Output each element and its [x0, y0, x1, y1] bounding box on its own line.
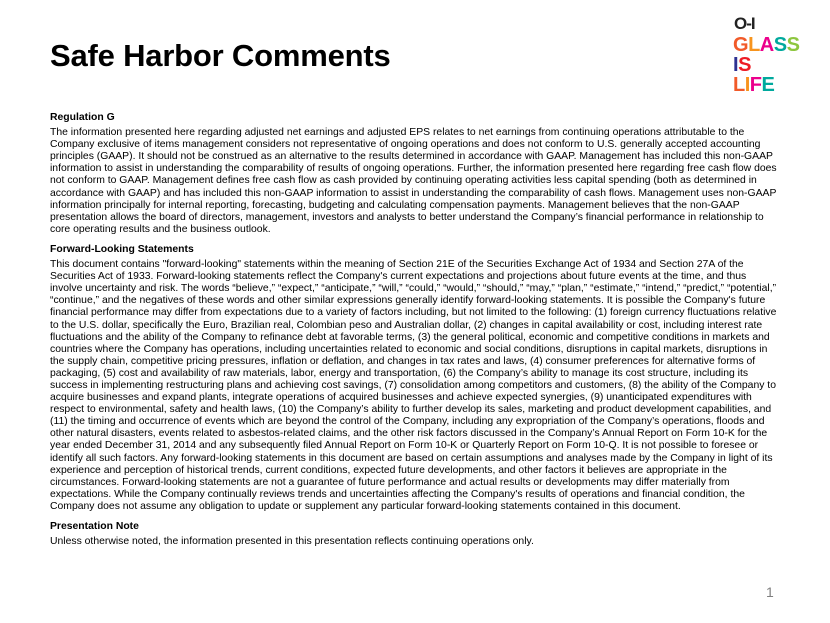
section-heading: Presentation Note	[50, 521, 139, 532]
section-body: The information presented here regarding adjusted net earnings and adjusted EPS relates to net earnings from continuing operations attributable to the Company exclusive of items management considers not representative of ongoing operations and does not conform to U.S. generally accepted accounting principles (GAAP). It should not be construed as an alternative to the results determined in accordance with GAAP. Management has included this non-GAAP information to assist in understanding the comparability of results of ongoing operations. Further, the information presented here regarding free cash flow does not conform to GAAP. Management defines free cash flow as cash provided by continuing operating activities less capital spending (both as determined in accordance with GAAP) and has included this non-GAAP information to assist in understanding the comparability of cash flows. Management uses non-GAAP information principally for internal reporting, forecasting, budgeting and calculating compensation payments. Management believes that the non-GAAP presentation allows the board of directors, management, investors and analysts to better understand the Company’s financial performance in relationship to core operating results and the business outlook.	[50, 127, 777, 235]
section-forward-looking-statements	[50, 244, 780, 513]
page-number: 1	[766, 584, 774, 600]
section-body: Unless otherwise noted, the information presented in this presentation reflects continuing operations only.	[50, 536, 534, 548]
company-logo	[733, 14, 800, 104]
section-presentation-note	[50, 521, 780, 548]
logo-line-life: LIFE	[733, 74, 775, 96]
logo-line-is: IS	[733, 54, 751, 76]
section-body: This document contains "forward-looking" statements within the meaning of Section 21E of the Securities Exchange Act of 1934 and Section 27A of the Securities Act of 1933. Forward-looking statements reflect the Company's current expectations and projections about future events at the time, and thus involve uncertainty and risk. The words “believe,” “expect,” “anticipate,” “will,” “could,” “would,” “should,” “may,” “plan,” “estimate,” “intend,” “predict,” “potential,” “continue,” and the negatives of these words and other similar expressions generally identify forward-looking statements. It is possible the Company's future financial performance may differ from expectations due to a variety of factors including, but not limited to the following: (1) foreign currency fluctuations relative to the U.S. dollar, specifically the Euro, Brazilian real, Colombian peso and Australian dollar, (2) changes in capital availability or cost, including interest rate fluctuations and the ability of the Company to refinance debt at favorable terms, (3) the general political, economic and competitive conditions in markets and countries where the Company has operations, including uncertainties related to economic and social conditions, disruptions in capital markets, disruptions in the supply chain, competitive pricing pressures, inflation or deflation, and changes in tax rates and laws, (4) consumer preferences for alternative forms of packaging, (5) cost and availability of raw materials, labor, energy and transportation, (6) the Company’s ability to manage its cost structure, including its success in implementing restructuring plans and achieving cost savings, (7) consolidation among competitors and customers, (8) the ability of the Company to acquire businesses and expand plants, integrate operations of acquired businesses and achieve expected synergies, (9) unanticipated expenditures with respect to environmental, safety and health laws, (10) the Company’s ability to further develop its sales, marketing and product development capabilities, and (11) the timing and occurrence of events which are beyond the control of the Company, including any expropriation of the Company’s operations, floods and other natural disasters, events related to asbestos-related claims, and the other risk factors discussed in the Company’s Annual Report on Form 10-K for the year ended December 31, 2014 and any subsequently filed Annual Report on Form 10-K or Quarterly Report on Form 10-Q. It is not possible to foresee or identify all such factors. Any forward-looking statements in this document are based on certain assumptions and analyses made by the Company in light of its experience and perception of historical trends, current conditions, expected future developments, and other factors it believes are appropriate in the circumstances. Forward-looking statements are not a guarantee of future performance and actual results or developments may differ materially from expectations. While the Company continually reviews trends and uncertainties affecting the Company's results of operations and financial condition, the Company does not assume any obligation to update or supplement any particular forward-looking statements contained in this document.	[50, 259, 777, 512]
section-regulation-g	[50, 112, 780, 236]
logo-line-glass: GLASS	[733, 34, 800, 56]
section-heading: Forward-Looking Statements	[50, 243, 194, 255]
logo-oi-mark: O-I	[734, 14, 755, 33]
slide-title: Safe Harbor Comments	[50, 38, 391, 73]
section-heading: Regulation G	[50, 112, 115, 123]
slide-content	[50, 112, 780, 556]
